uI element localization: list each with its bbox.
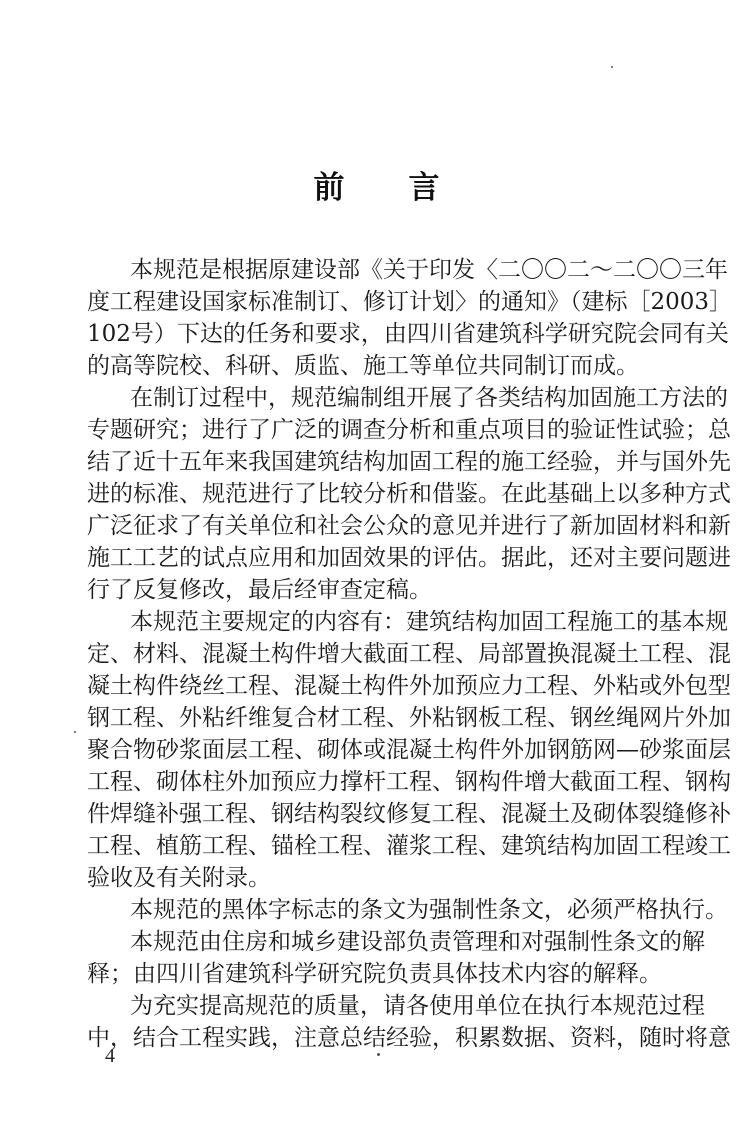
text-line: 进的标准、规范进行了比较分析和借鉴。在此基础上以多种方式 bbox=[87, 481, 731, 507]
text-line: 释；由四川省建筑科学研究院负责具体技术内容的解释。 bbox=[87, 961, 662, 987]
preface-body bbox=[87, 254, 733, 1054]
text-line: 广泛征求了有关单位和社会公众的意见并进行了新加固材料和新 bbox=[87, 513, 731, 539]
text-line: 102号）下达的任务和要求，由四川省建筑科学研究院会同有关 bbox=[87, 321, 729, 347]
text-line: 件焊缝补强工程、钢结构裂纹修复工程、混凝土及砌体裂缝修补 bbox=[87, 801, 731, 827]
text-line: 在制订过程中，规范编制组开展了各类结构加固施工方法的 bbox=[130, 385, 728, 411]
text-line: 为充实提高规范的质量，请各使用单位在执行本规范过程 bbox=[130, 993, 705, 1019]
paragraph-6 bbox=[87, 990, 731, 1054]
scan-speck bbox=[74, 731, 76, 733]
paragraph-1 bbox=[87, 254, 733, 382]
page-title bbox=[0, 168, 753, 208]
text-line: 定、材料、混凝土构件增大截面工程、局部置换混凝土工程、混 bbox=[87, 641, 731, 667]
text-line: 凝土构件绕丝工程、混凝土构件外加预应力工程、外粘或外包型 bbox=[87, 673, 731, 699]
text-line: 验收及有关附录。 bbox=[87, 865, 271, 891]
text-line: 聚合物砂浆面层工程、砌体或混凝土构件外加钢筋网—砂浆面层 bbox=[87, 737, 731, 763]
title-char-1: 前 bbox=[313, 170, 345, 206]
page-number: 4 bbox=[105, 1045, 115, 1067]
text-line: 施工工艺的试点应用和加固效果的评估。据此，还对主要问题进 bbox=[87, 545, 731, 571]
paragraph-2 bbox=[87, 382, 731, 606]
scan-speck bbox=[377, 1053, 380, 1056]
text-line: 中，结合工程实践，注意总结经验，积累数据、资料，随时将意 bbox=[87, 1025, 731, 1051]
text-line: 结了近十五年来我国建筑结构加固工程的施工经验，并与国外先 bbox=[87, 449, 731, 475]
text-line: 度工程建设国家标准制订、修订计划〉的通知》（建标［2003］ bbox=[87, 289, 733, 315]
text-line: 本规范的黑体字标志的条文为强制性条文，必须严格执行。 bbox=[130, 897, 728, 923]
text-line: 本规范由住房和城乡建设部负责管理和对强制性条文的解 bbox=[130, 929, 705, 955]
text-line: 本规范是根据原建设部《关于印发〈二〇〇二～二〇〇三年 bbox=[130, 257, 728, 283]
paragraph-3 bbox=[87, 606, 731, 894]
paragraph-4 bbox=[87, 894, 728, 926]
scan-speck bbox=[611, 66, 613, 68]
paragraph-5 bbox=[87, 926, 705, 990]
text-line: 工程、植筋工程、锚栓工程、灌浆工程、建筑结构加固工程竣工 bbox=[87, 833, 731, 859]
text-line: 专题研究；进行了广泛的调查分析和重点项目的验证性试验；总 bbox=[87, 417, 731, 443]
title-char-2: 言 bbox=[408, 170, 440, 206]
text-line: 本规范主要规定的内容有：建筑结构加固工程施工的基本规 bbox=[130, 609, 728, 635]
text-line: 工程、砌体柱外加预应力撑杆工程、钢构件增大截面工程、钢构 bbox=[87, 769, 731, 795]
text-line: 行了反复修改，最后经审查定稿。 bbox=[87, 577, 432, 603]
text-line: 钢工程、外粘纤维复合材工程、外粘钢板工程、钢丝绳网片外加 bbox=[87, 705, 731, 731]
text-line: 的高等院校、科研、质监、施工等单位共同制订而成。 bbox=[87, 353, 639, 379]
